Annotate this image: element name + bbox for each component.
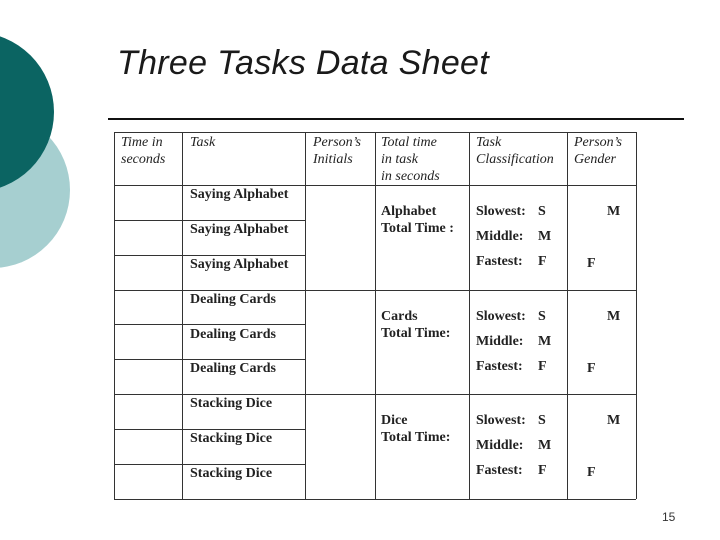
classification-code: F xyxy=(538,463,547,479)
classification-label: Slowest: xyxy=(476,204,526,219)
gender-value: F xyxy=(587,360,596,376)
table-vertical-line xyxy=(305,132,306,499)
table-horizontal-line xyxy=(114,499,636,500)
classification-code: S xyxy=(538,308,546,324)
table-vertical-line xyxy=(567,132,568,499)
classification-code: M xyxy=(538,333,552,349)
classification-label: Middle: xyxy=(476,333,524,349)
table-horizontal-line xyxy=(114,132,636,133)
total-time-label: Alphabet Total Time : xyxy=(381,204,454,236)
task-cell: Stacking Dice xyxy=(190,431,273,447)
total-time-label: Dice Total Time: xyxy=(381,413,451,446)
gender-value: M xyxy=(607,204,621,219)
header-time: Time in seconds xyxy=(121,135,166,167)
classification-code: S xyxy=(538,413,546,429)
classification-label: Middle: xyxy=(476,438,524,454)
classification-label: Fastest: xyxy=(476,254,523,269)
page-number: 15 xyxy=(662,510,676,524)
classification-label: Middle: xyxy=(476,229,524,244)
task-cell: Stacking Dice xyxy=(190,396,273,412)
task-cell: Saying Alphabet xyxy=(190,222,289,237)
gender-value: F xyxy=(587,465,596,481)
gender-value: F xyxy=(587,256,596,271)
classification-code: S xyxy=(538,204,546,219)
header-gender: Person’s Gender xyxy=(574,135,622,167)
task-cell: Saying Alphabet xyxy=(190,256,289,272)
table-vertical-line xyxy=(375,132,376,499)
classification-code: F xyxy=(538,358,547,374)
task-cell: Saying Alphabet xyxy=(190,187,289,202)
header-task: Task xyxy=(190,135,216,150)
task-cell: Stacking Dice xyxy=(190,465,273,481)
table-vertical-line xyxy=(469,132,470,499)
classification-label: Fastest: xyxy=(476,358,523,374)
classification-label: Slowest: xyxy=(476,308,526,324)
table-vertical-line xyxy=(636,132,637,499)
task-cell: Dealing Cards xyxy=(190,326,276,342)
classification-code: M xyxy=(538,438,552,454)
header-initials: Person’s Initials xyxy=(313,135,361,167)
total-time-label: Cards Total Time: xyxy=(381,308,451,341)
header-classification: Task Classification xyxy=(476,135,554,167)
classification-code: F xyxy=(538,254,547,269)
gender-value: M xyxy=(607,308,621,324)
header-total: Total time in task in seconds xyxy=(381,135,440,184)
table-vertical-line xyxy=(114,132,115,499)
classification-label: Slowest: xyxy=(476,413,526,429)
task-cell: Dealing Cards xyxy=(190,361,276,377)
slide-title: Three Tasks Data Sheet xyxy=(117,44,489,82)
classification-code: M xyxy=(538,229,552,244)
table-vertical-line xyxy=(182,132,183,499)
task-cell: Dealing Cards xyxy=(190,291,276,307)
gender-value: M xyxy=(607,413,621,429)
classification-label: Fastest: xyxy=(476,463,523,479)
